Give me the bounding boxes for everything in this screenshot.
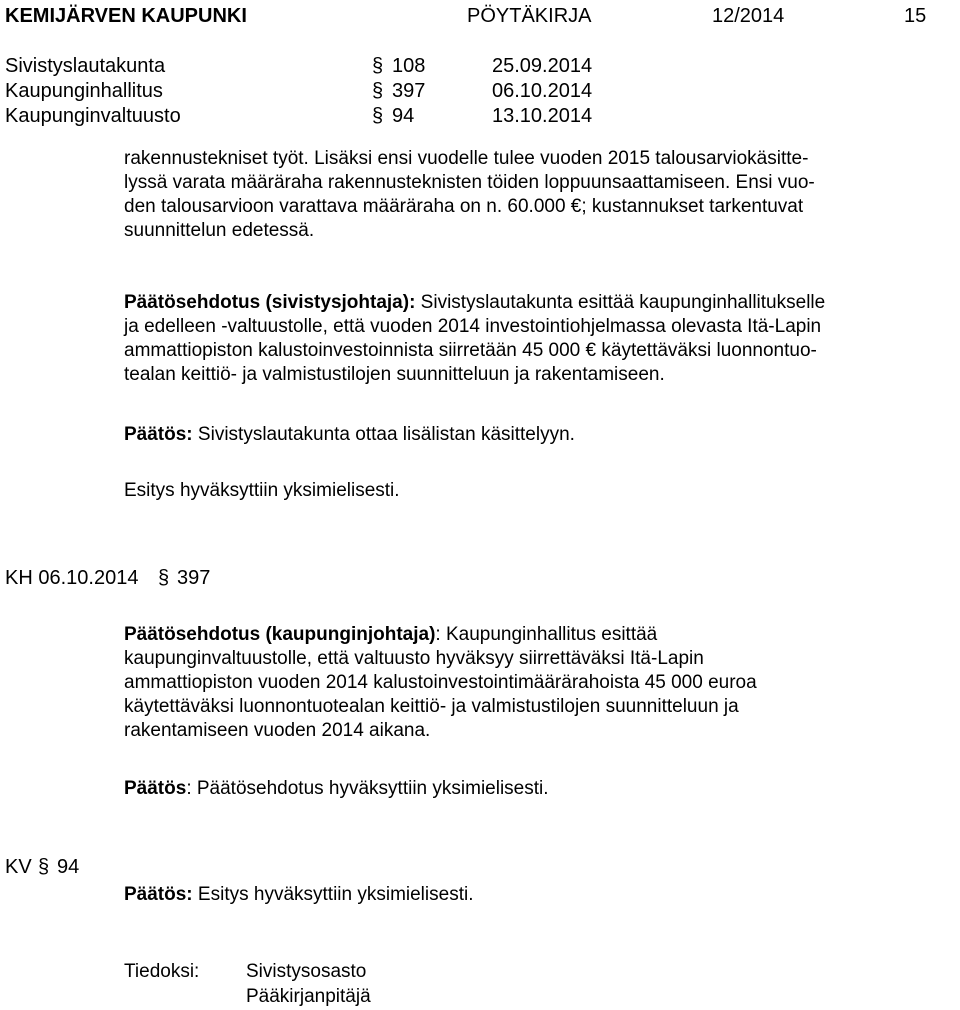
proposal-line: rakentamiseen vuoden 2014 aikana. — [124, 720, 431, 741]
tiedoksi-recipient: Sivistysosasto — [246, 961, 367, 982]
organization-name: KEMIJÄRVEN KAUPUNKI — [5, 5, 247, 27]
proposal-paragraph-2 — [124, 623, 934, 743]
kv-reference: KV — [5, 856, 32, 878]
meeting-body: Kaupunginvaltuusto — [5, 105, 181, 127]
intro-line: den talousarvioon varattava määräraha on n. 60.000 €; kustannukset tarkentuvat — [124, 196, 804, 217]
proposal-label: Päätösehdotus (sivistysjohtaja): — [124, 292, 416, 313]
decision-3 — [124, 883, 934, 907]
kv-section: 94 — [57, 856, 80, 878]
section-symbol: § — [372, 80, 384, 102]
kh-section: 397 — [177, 567, 211, 589]
note-1: Esitys hyväksyttiin yksimielisesti. — [124, 480, 400, 501]
section-symbol: § — [372, 55, 384, 77]
document-type: PÖYTÄKIRJA — [467, 5, 592, 27]
section-symbol: § — [372, 105, 384, 127]
proposal-text: : Kaupunginhallitus esittää — [435, 624, 658, 645]
intro-line: rakennustekniset työt. Lisäksi ensi vuodelle tulee vuoden 2015 talousarviokäsitte- — [124, 148, 809, 169]
decision-text: Esitys hyväksyttiin yksimielisesti. — [192, 884, 474, 905]
proposal-line: kaupunginvaltuustolle, että valtuusto hyväksyy siirrettäväksi Itä-Lapin — [124, 648, 704, 669]
meeting-date: 25.09.2014 — [492, 55, 593, 77]
meeting-section: 108 — [392, 55, 426, 77]
proposal-paragraph-1 — [124, 291, 934, 387]
page-number: 15 — [904, 5, 927, 27]
intro-paragraph — [124, 147, 934, 243]
kh-reference: KH 06.10.2014 — [5, 567, 139, 589]
decision-label: Päätös — [124, 778, 187, 799]
intro-line: suunnittelun edetessä. — [124, 220, 315, 241]
decision-text: Sivistyslautakunta ottaa lisälistan käsittelyyn. — [192, 424, 575, 445]
meeting-section: 397 — [392, 80, 426, 102]
decision-label: Päätös: — [124, 884, 193, 905]
proposal-line: ammattiopiston vuoden 2014 kalustoinvestointimäärärahoista 45 000 euroa — [124, 672, 757, 693]
meeting-date: 13.10.2014 — [492, 105, 593, 127]
decision-1 — [124, 423, 934, 447]
meeting-body: Sivistyslautakunta — [5, 55, 166, 77]
document-number: 12/2014 — [712, 5, 785, 27]
decision-text: : Päätösehdotus hyväksyttiin yksimielisesti. — [186, 778, 549, 799]
proposal-label: Päätösehdotus (kaupunginjohtaja) — [124, 624, 436, 645]
tiedoksi-recipient: Pääkirjanpitäjä — [246, 986, 371, 1007]
proposal-line: ammattiopiston kalustoinvestoinnista siirretään 45 000 € käytettäväksi luonnontuo- — [124, 340, 817, 361]
meeting-date: 06.10.2014 — [492, 80, 593, 102]
intro-line: lyssä varata määräraha rakennusteknisten töiden loppuunsaattamiseen. Ensi vuo- — [124, 172, 815, 193]
section-symbol: § — [158, 567, 170, 589]
section-symbol: § — [38, 856, 50, 878]
tiedoksi-label: Tiedoksi: — [124, 961, 200, 982]
decision-2 — [124, 777, 934, 801]
proposal-line: käytettäväksi luonnontuotealan keittiö- ja valmistustilojen suunnitteluun ja — [124, 696, 739, 717]
meeting-section: 94 — [392, 105, 415, 127]
proposal-line: tealan keittiö- ja valmistustilojen suunnitteluun ja rakentamiseen. — [124, 364, 665, 385]
decision-label: Päätös: — [124, 424, 193, 445]
proposal-text: Sivistyslautakunta esittää kaupunginhallitukselle — [415, 292, 826, 313]
proposal-line: ja edelleen -valtuustolle, että vuoden 2014 investointiohjelmassa olevasta Itä-Lapin — [124, 316, 822, 337]
meeting-body: Kaupunginhallitus — [5, 80, 163, 102]
